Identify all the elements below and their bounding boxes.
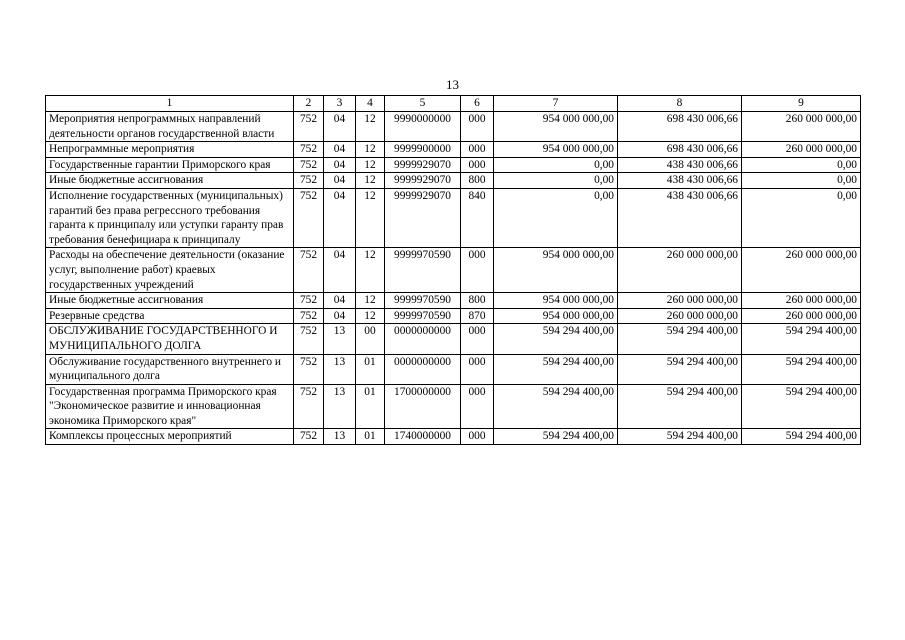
code-cell: 12: [356, 293, 385, 309]
amount-cell: 594 294 400,00: [618, 354, 742, 384]
code-cell: 9990000000: [385, 112, 461, 142]
code-cell: 9999970590: [385, 248, 461, 293]
code-cell: 12: [356, 112, 385, 142]
code-cell: 000: [461, 354, 494, 384]
code-cell: 870: [461, 308, 494, 324]
column-header: 7: [494, 96, 618, 112]
code-cell: 13: [324, 324, 356, 354]
code-cell: 752: [294, 112, 324, 142]
amount-cell: 594 294 400,00: [494, 354, 618, 384]
amount-cell: 954 000 000,00: [494, 142, 618, 158]
table-row: [46, 308, 861, 324]
code-cell: 04: [324, 248, 356, 293]
code-cell: 752: [294, 293, 324, 309]
amount-cell: 0,00: [742, 188, 861, 247]
code-cell: 000: [461, 248, 494, 293]
code-cell: 04: [324, 112, 356, 142]
amount-cell: 260 000 000,00: [618, 293, 742, 309]
row-name-cell: Государственная программа Приморского края "Экономическое развитие и инновационная экономика Приморского края": [46, 384, 294, 429]
amount-cell: 260 000 000,00: [742, 293, 861, 309]
amount-cell: 260 000 000,00: [618, 308, 742, 324]
code-cell: 752: [294, 173, 324, 189]
amount-cell: 594 294 400,00: [494, 384, 618, 429]
row-name-cell: Иные бюджетные ассигнования: [46, 173, 294, 189]
table-row: [46, 157, 861, 173]
header-row: [46, 96, 861, 112]
code-cell: 01: [356, 429, 385, 445]
amount-cell: 954 000 000,00: [494, 112, 618, 142]
table-row: [46, 293, 861, 309]
amount-cell: 594 294 400,00: [618, 384, 742, 429]
code-cell: 04: [324, 173, 356, 189]
amount-cell: 954 000 000,00: [494, 248, 618, 293]
table-row: [46, 248, 861, 293]
amount-cell: 0,00: [494, 188, 618, 247]
code-cell: 9999970590: [385, 293, 461, 309]
code-cell: 04: [324, 142, 356, 158]
amount-cell: 594 294 400,00: [742, 429, 861, 445]
table-body: [46, 112, 861, 445]
code-cell: 752: [294, 384, 324, 429]
code-cell: 1740000000: [385, 429, 461, 445]
code-cell: 752: [294, 354, 324, 384]
amount-cell: 698 430 006,66: [618, 112, 742, 142]
code-cell: 000: [461, 429, 494, 445]
amount-cell: 698 430 006,66: [618, 142, 742, 158]
row-name-cell: Мероприятия непрограммных направлений деятельности органов государственной власти: [46, 112, 294, 142]
amount-cell: 260 000 000,00: [742, 142, 861, 158]
code-cell: 04: [324, 157, 356, 173]
column-header: 8: [618, 96, 742, 112]
code-cell: 01: [356, 384, 385, 429]
row-name-cell: Исполнение государственных (муниципальных) гарантий без права регрессного требования гаранта к принципалу или уступки гаранту прав требования бенефициара к принципалу: [46, 188, 294, 247]
code-cell: 752: [294, 324, 324, 354]
column-header: 6: [461, 96, 494, 112]
amount-cell: 0,00: [494, 157, 618, 173]
table-row: [46, 112, 861, 142]
amount-cell: 954 000 000,00: [494, 293, 618, 309]
code-cell: 0000000000: [385, 354, 461, 384]
amount-cell: 260 000 000,00: [742, 248, 861, 293]
amount-cell: 260 000 000,00: [618, 248, 742, 293]
amount-cell: 594 294 400,00: [494, 429, 618, 445]
budget-table: [45, 95, 861, 445]
code-cell: 9999929070: [385, 157, 461, 173]
code-cell: 12: [356, 248, 385, 293]
code-cell: 12: [356, 157, 385, 173]
code-cell: 13: [324, 354, 356, 384]
row-name-cell: Иные бюджетные ассигнования: [46, 293, 294, 309]
amount-cell: 0,00: [494, 173, 618, 189]
amount-cell: 0,00: [742, 157, 861, 173]
table-row: [46, 429, 861, 445]
code-cell: 1700000000: [385, 384, 461, 429]
code-cell: 12: [356, 308, 385, 324]
code-cell: 12: [356, 173, 385, 189]
code-cell: 9999900000: [385, 142, 461, 158]
code-cell: 752: [294, 429, 324, 445]
code-cell: 000: [461, 384, 494, 429]
column-header: 2: [294, 96, 324, 112]
code-cell: 9999929070: [385, 188, 461, 247]
code-cell: 13: [324, 384, 356, 429]
code-cell: 0000000000: [385, 324, 461, 354]
code-cell: 01: [356, 354, 385, 384]
code-cell: 04: [324, 308, 356, 324]
row-name-cell: Резервные средства: [46, 308, 294, 324]
amount-cell: 438 430 006,66: [618, 157, 742, 173]
code-cell: 752: [294, 188, 324, 247]
table-row: [46, 384, 861, 429]
amount-cell: 594 294 400,00: [494, 324, 618, 354]
code-cell: 12: [356, 188, 385, 247]
amount-cell: 260 000 000,00: [742, 112, 861, 142]
table-row: [46, 324, 861, 354]
code-cell: 800: [461, 173, 494, 189]
code-cell: 12: [356, 142, 385, 158]
code-cell: 9999929070: [385, 173, 461, 189]
column-header: 9: [742, 96, 861, 112]
column-header: 4: [356, 96, 385, 112]
amount-cell: 954 000 000,00: [494, 308, 618, 324]
table-row: [46, 354, 861, 384]
amount-cell: 594 294 400,00: [618, 324, 742, 354]
code-cell: 9999970590: [385, 308, 461, 324]
column-header: 1: [46, 96, 294, 112]
code-cell: 000: [461, 112, 494, 142]
code-cell: 04: [324, 188, 356, 247]
code-cell: 000: [461, 324, 494, 354]
amount-cell: 260 000 000,00: [742, 308, 861, 324]
table-row: [46, 188, 861, 247]
row-name-cell: Обслуживание государственного внутреннего и муниципального долга: [46, 354, 294, 384]
code-cell: 752: [294, 142, 324, 158]
row-name-cell: Непрограммные мероприятия: [46, 142, 294, 158]
code-cell: 00: [356, 324, 385, 354]
table-header: [46, 96, 861, 112]
code-cell: 000: [461, 157, 494, 173]
row-name-cell: Комплексы процессных мероприятий: [46, 429, 294, 445]
column-header: 3: [324, 96, 356, 112]
code-cell: 13: [324, 429, 356, 445]
code-cell: 800: [461, 293, 494, 309]
amount-cell: 594 294 400,00: [742, 384, 861, 429]
amount-cell: 594 294 400,00: [618, 429, 742, 445]
row-name-cell: Расходы на обеспечение деятельности (оказание услуг, выполнение работ) краевых государственных учреждений: [46, 248, 294, 293]
code-cell: 752: [294, 308, 324, 324]
code-cell: 840: [461, 188, 494, 247]
table-row: [46, 142, 861, 158]
amount-cell: 438 430 006,66: [618, 173, 742, 189]
row-name-cell: ОБСЛУЖИВАНИЕ ГОСУДАРСТВЕННОГО И МУНИЦИПАЛЬНОГО ДОЛГА: [46, 324, 294, 354]
table-row: [46, 173, 861, 189]
code-cell: 752: [294, 157, 324, 173]
amount-cell: 594 294 400,00: [742, 354, 861, 384]
code-cell: 000: [461, 142, 494, 158]
row-name-cell: Государственные гарантии Приморского края: [46, 157, 294, 173]
amount-cell: 594 294 400,00: [742, 324, 861, 354]
column-header: 5: [385, 96, 461, 112]
amount-cell: 0,00: [742, 173, 861, 189]
code-cell: 04: [324, 293, 356, 309]
amount-cell: 438 430 006,66: [618, 188, 742, 247]
code-cell: 752: [294, 248, 324, 293]
page-number: 13: [446, 77, 459, 92]
